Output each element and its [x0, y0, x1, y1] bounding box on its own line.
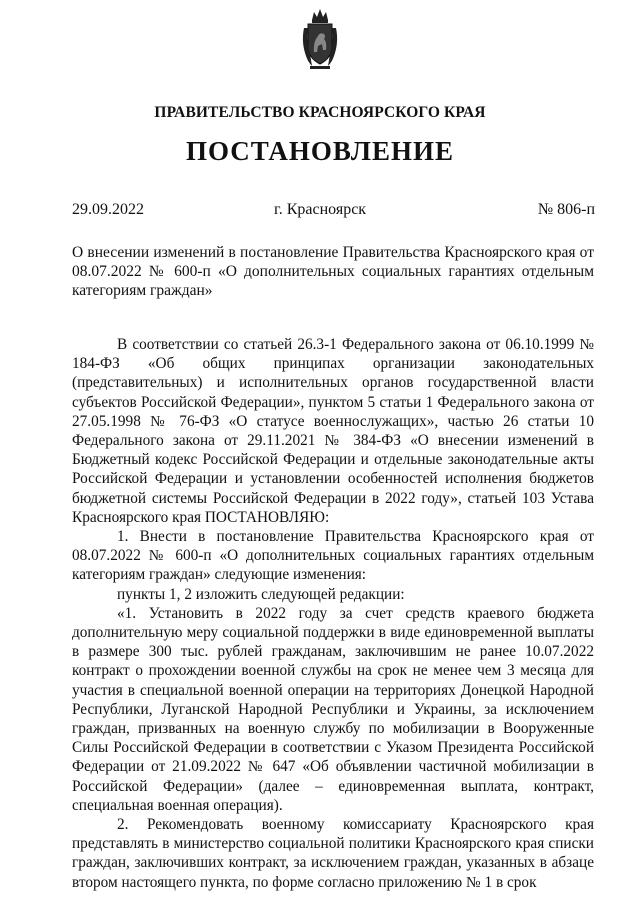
document-subject: О внесении изменений в постановление Правительства Красноярского края от 08.07.2022 № 600-п «О дополнительных социальных гарантиях отдельным категориям граждан»	[72, 244, 594, 299]
document-body	[72, 335, 594, 892]
preamble-paragraph: В соответствии со статьей 26.3-1 Федерального закона от 06.10.1999 № 184-ФЗ «Об общих принципах организации законодательных (представительных) и исполнительных органов государственной власти субъектов Российской Федерации», пунктом 5 статьи 1 Федерального закона от 27.05.1998 № 76-ФЗ «О статусе военнослужащих», частью 26 статьи 10 Федерального закона от 29.11.2021 № 384-ФЗ «О внесении изменений в Бюджетный кодекс Российской Федерации и отдельные законодательные акты Российской Федерации и установлении особенностей исполнения бюджетов бюджетной системы Российской Федерации в 2022 году», статьей 103 Устава Красноярского края ПОСТАНОВЛЯЮ:	[72, 336, 594, 526]
coat-of-arms-icon	[300, 6, 340, 72]
paragraph-amend-intro: пункты 1, 2 изложить следующей редакции:	[117, 585, 405, 603]
paragraph-point-1: «1. Установить в 2022 году за счет средств краевого бюджета дополнительную меру социальной поддержки в виде единовременной выплаты в размере 300 тыс. рублей гражданам, заключившим не ранее 10.07.2022 контракт о прохождении военной службы на срок не менее чем 3 месяца для участия в специальной военной операции на территориях Донецкой Народной Республики, Луганской Народной Республики и Украины, за исключением граждан, призванных на военную службу по мобилизации в Вооруженные Силы Российской Федерации в соответствии с Указом Президента Российской Федерации от 21.09.2022 № 647 «Об объявлении частичной мобилизации в Российской Федерации» (далее – единовременная выплата, контракт, специальная военная операция).	[72, 604, 594, 814]
government-title: ПРАВИТЕЛЬСТВО КРАСНОЯРСКОГО КРАЯ	[154, 104, 486, 121]
document-type: ПОСТАНОВЛЕНИЕ	[185, 136, 455, 166]
document-number: № 806-п	[537, 201, 595, 218]
paragraph-1: 1. Внести в постановление Правительства Красноярского края от 08.07.2022 № 600-п «О дополнительных социальных гарантиях отдельным категориям граждан» следующие изменения:	[72, 528, 594, 584]
paragraph-point-2: 2. Рекомендовать военному комиссариату Красноярского края представлять в министерство социальной политики Красноярского края списки граждан, заключивших контракт, за исключением граждан, указанных в абзаце втором настоящего пункта, по форме согласно приложению № 1 в срок	[72, 816, 594, 891]
document-city: г. Красноярск	[273, 201, 367, 218]
document-date: 29.09.2022	[72, 201, 144, 218]
